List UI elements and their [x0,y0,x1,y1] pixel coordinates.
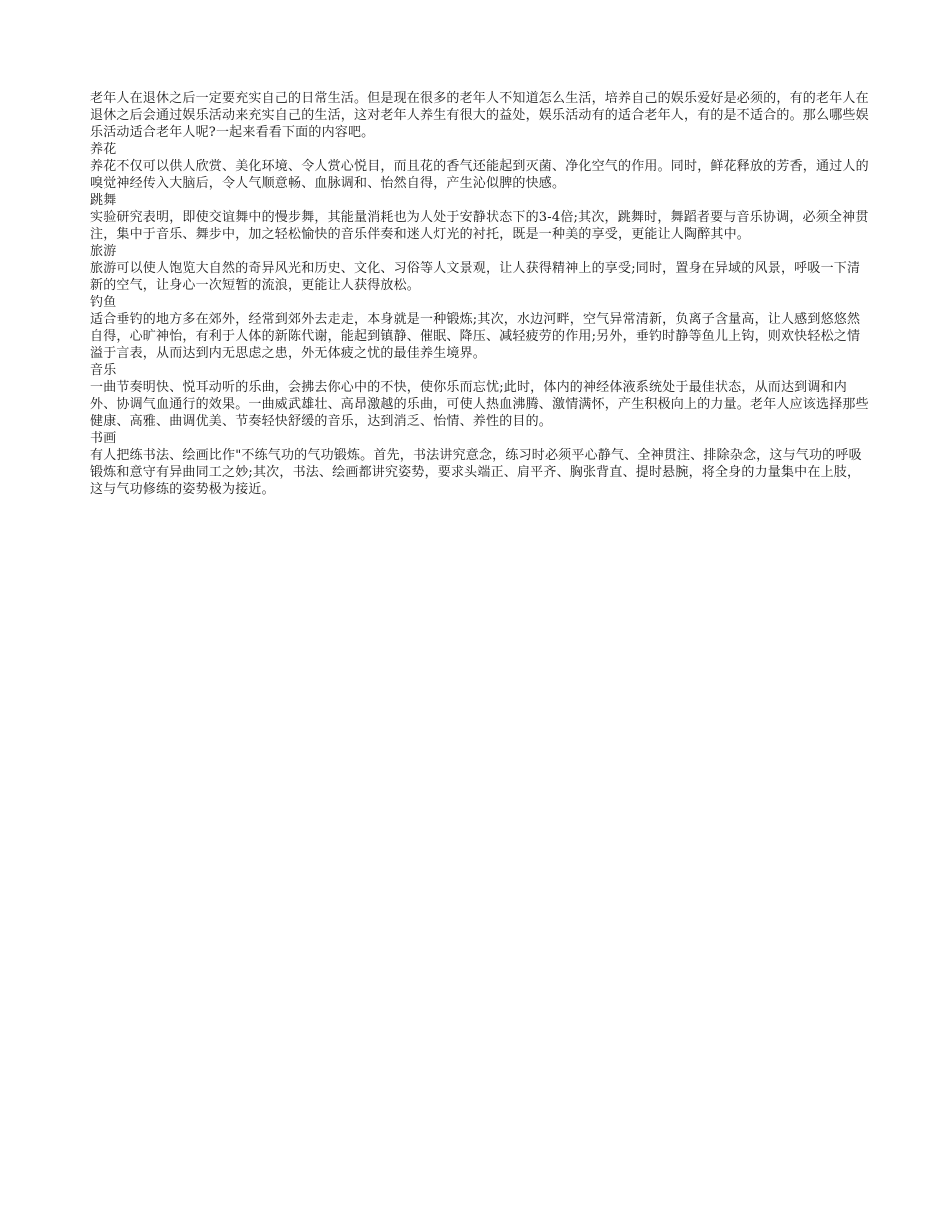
section-body: 适合垂钓的地方多在郊外，经常到郊外去走走，本身就是一种锻炼;其次，水边河畔，空气异常清新，负离子含量高，让人感到悠悠然自得，心旷神怡，有利于人体的新陈代谢，能起到镇静、催眠、降压、减轻疲劳的作用;另外，垂钓时静等鱼儿上钩，则欢快轻松之情溢于言表，从而达到内无思虑之患，外无体疲之忧的最佳养生境界。 [90,312,861,361]
section-calligraphy [90,430,870,498]
section-flowers [90,141,870,192]
section-heading: 书画 [90,431,117,446]
document-body [90,90,870,498]
section-body: 养花不仅可以供人欣赏、美化环境、令人赏心悦目，而且花的香气还能起到灭菌、净化空气的作用。同时，鲜花释放的芳香，通过人的嗅觉神经传入大脑后，令人气顺意畅、血脉调和、怡然自得，产生沁似脾的快感。 [90,159,869,191]
section-fishing [90,294,870,362]
section-dance [90,192,870,243]
section-heading: 旅游 [90,244,117,259]
section-body: 一曲节奏明快、悦耳动听的乐曲，会拂去你心中的不快，使你乐而忘忧;此时，体内的神经体液系统处于最佳状态，从而达到调和内外、协调气血通行的效果。一曲威武雄壮、高昂激越的乐曲，可使人热血沸腾、激情满怀，产生积极向上的力量。老年人应该选择那些健康、高雅、曲调优美、节奏轻快舒缓的音乐，达到消乏、怡情、养性的目的。 [90,380,869,429]
section-body: 旅游可以使人饱览大自然的奇异风光和历史、文化、习俗等人文景观，让人获得精神上的享受;同时，置身在异域的风景，呼吸一下清新的空气，让身心一次短暂的流浪，更能让人获得放松。 [90,261,861,293]
section-body: 实验研究表明，即使交谊舞中的慢步舞，其能量消耗也为人处于安静状态下的3-4倍;其次，跳舞时，舞蹈者要与音乐协调，必须全神贯注，集中于音乐、舞步中，加之轻松愉快的音乐伴奏和迷人灯光的衬托，既是一种美的享受，更能让人陶醉其中。 [90,210,869,242]
section-heading: 跳舞 [90,193,117,208]
section-heading: 养花 [90,142,117,157]
intro-paragraph: 老年人在退休之后一定要充实自己的日常生活。但是现在很多的老年人不知道怎么生活，培养自己的娱乐爱好是必须的，有的老年人在退休之后会通过娱乐活动来充实自己的生活，这对老年人养生有很大的益处，娱乐活动有的适合老年人，有的是不适合的。那么哪些娱乐活动适合老年人呢?一起来看看下面的内容吧。 [90,91,869,140]
section-heading: 音乐 [90,363,117,378]
section-heading: 钓鱼 [90,295,117,310]
section-travel [90,243,870,294]
section-music [90,362,870,430]
section-body: 有人把练书法、绘画比作"不练气功的气功锻炼。首先，书法讲究意念，练习时必须平心静气、全神贯注、排除杂念，这与气功的呼吸锻炼和意守有异曲同工之妙;其次，书法、绘画都讲究姿势，要求头端正、肩平齐、胸张背直、提时悬腕，将全身的力量集中在上肢，这与气功修练的姿势极为接近。 [90,448,862,497]
